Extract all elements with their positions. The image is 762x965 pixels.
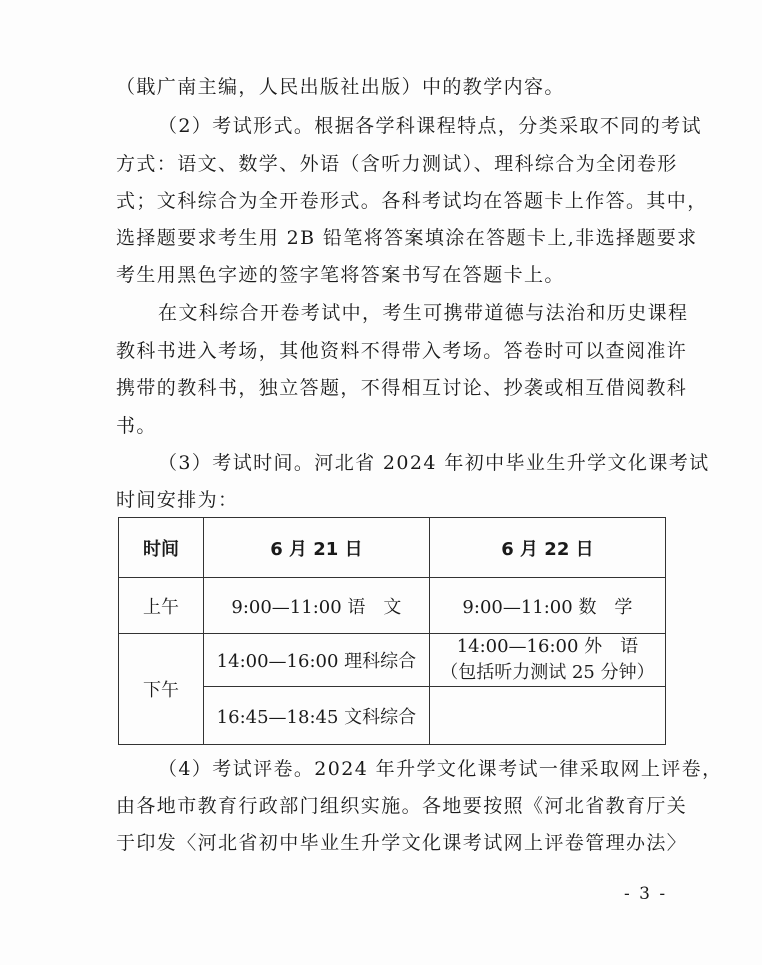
paragraph-line: （3）考试时间。河北省 2024 年初中毕业生升学文化课考试 [158, 452, 710, 474]
table-row-afternoon-1 [119, 634, 666, 687]
morning-day1: 9:00—11:00 语 文 [203, 578, 429, 634]
paragraph-line: （4）考试评卷。2024 年升学文化课考试一律采取网上评卷， [158, 758, 723, 780]
morning-label: 上午 [119, 578, 204, 634]
afternoon-day2-second [429, 687, 665, 745]
header-time: 时间 [119, 518, 204, 578]
paragraph-line: 时间安排为： [116, 489, 239, 511]
page-number: - 3 - [624, 884, 668, 904]
paragraph-line: 携带的教科书，独立答题，不得相互讨论、抄袭或相互借阅教科 [116, 377, 688, 399]
afternoon-day1-first: 14:00—16:00 理科综合 [203, 634, 429, 687]
paragraph-line: （2）考试形式。根据各学科课程特点，分类采取不同的考试 [158, 115, 702, 137]
paragraph-line: 在文科综合开卷考试中，考生可携带道德与法治和历史课程 [158, 302, 689, 324]
paragraph-line: 教科书进入考场，其他资料不得带入考场。答卷时可以查阅准许 [116, 340, 688, 362]
paragraph-line: 方式：语文、数学、外语（含听力测试）、理科综合为全闭卷形 [116, 153, 678, 175]
morning-day2: 9:00—11:00 数 学 [429, 578, 665, 634]
exam-schedule-table [118, 517, 666, 745]
table-row-morning [119, 578, 666, 634]
paragraph-line: 书。 [116, 415, 157, 437]
header-day2: 6 月 22 日 [429, 518, 665, 578]
paragraph-line: 考生用黑色字迹的签字笔将答案书写在答题卡上。 [116, 264, 565, 286]
header-day1: 6 月 21 日 [203, 518, 429, 578]
table-header-row [119, 518, 666, 578]
paragraph-line: 于印发〈河北省初中毕业生升学文化课考试网上评卷管理办法〉 [116, 832, 688, 854]
paragraph-line: 式；文科综合为全开卷形式。各科考试均在答题卡上作答。其中， [116, 190, 708, 212]
paragraph-line: （戢广南主编，人民出版社出版）中的教学内容。 [116, 76, 565, 98]
paragraph-line: 选择题要求考生用 2B 铅笔将答案填涂在答题卡上,非选择题要求 [116, 227, 698, 249]
afternoon-day2-first-line2: （包括听力测试 25 分钟） [440, 662, 655, 683]
afternoon-day1-second: 16:45—18:45 文科综合 [203, 687, 429, 745]
paragraph-line: 由各地市教育行政部门组织实施。各地要按照《河北省教育厅关 [116, 795, 688, 817]
afternoon-day2-first [429, 634, 665, 687]
afternoon-day2-first-line1: 14:00—16:00 外 语 [456, 636, 639, 657]
afternoon-label: 下午 [119, 634, 204, 745]
